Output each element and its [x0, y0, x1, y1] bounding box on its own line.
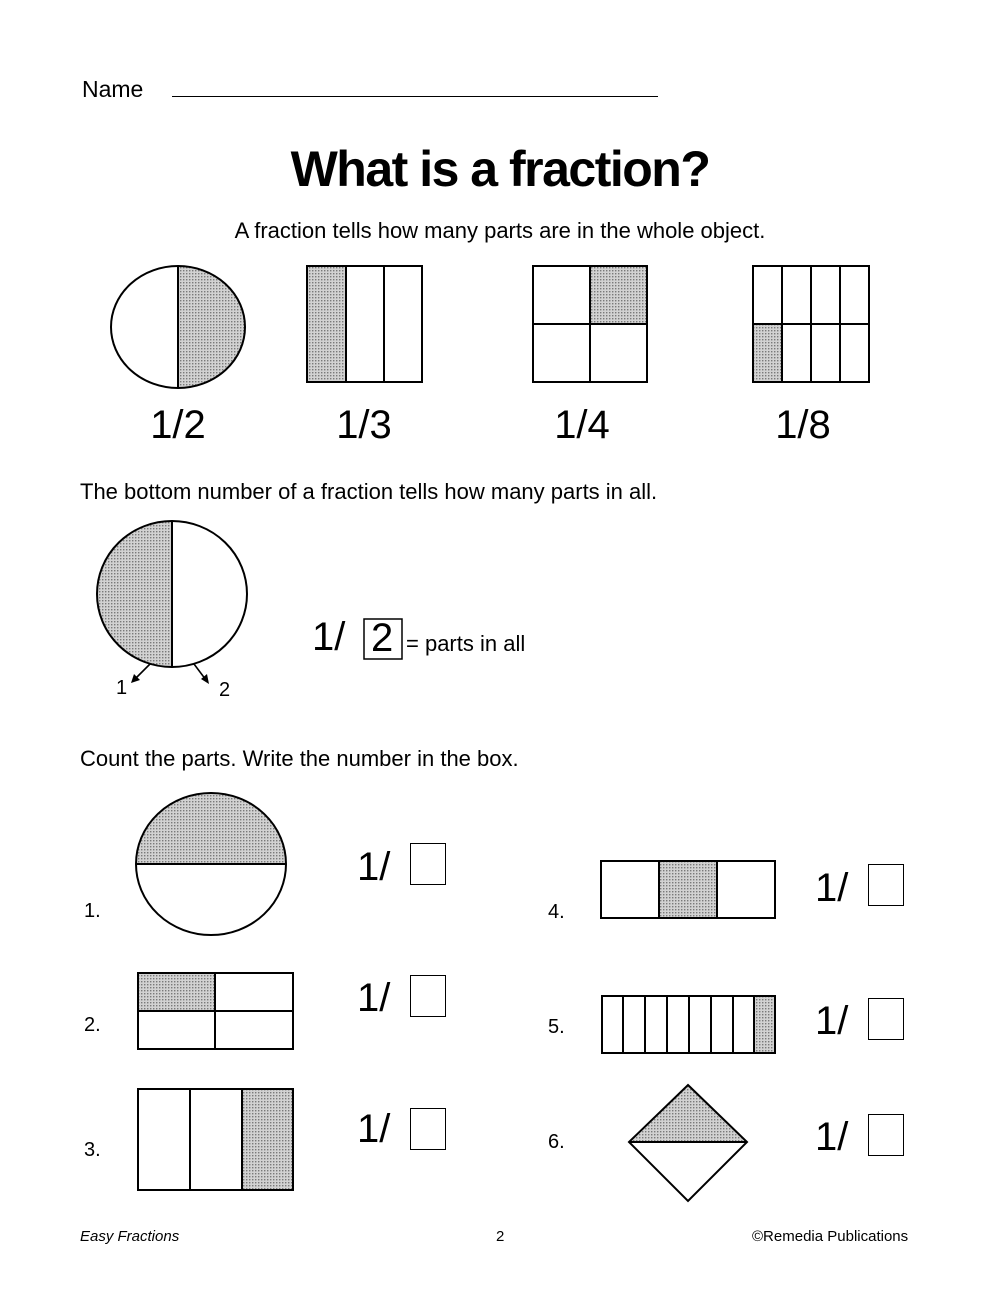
- footer-book-title: Easy Fractions: [80, 1228, 180, 1245]
- exercise-2-number: 2.: [84, 1014, 101, 1036]
- exercise-2-prefix: 1/: [357, 976, 391, 1020]
- exercise-6-number: 6.: [548, 1131, 565, 1153]
- example-label-eighth: 1/8: [775, 403, 831, 447]
- exercise-5-shape: [602, 996, 775, 1053]
- exercise-4-prefix: 1/: [815, 866, 849, 910]
- footer-publisher: ©Remedia Publications: [752, 1228, 909, 1245]
- exercise-1-prefix: 1/: [357, 845, 391, 889]
- exercise-1-shape: [136, 793, 286, 935]
- example-rectangle-eighths: [753, 266, 869, 382]
- exercise-6-shape: [629, 1085, 747, 1201]
- page-title: What is a fraction?: [290, 141, 710, 197]
- explanation-fraction-prefix: 1/: [312, 615, 346, 659]
- example-rectangle-thirds: [307, 266, 422, 382]
- footer-page-number: 2: [496, 1228, 505, 1245]
- exercise-6-answer-box[interactable]: [868, 1114, 904, 1156]
- example-label-quarter: 1/4: [554, 403, 610, 447]
- explanation-text: The bottom number of a fraction tells how many parts in all.: [80, 479, 658, 504]
- intro-text: A fraction tells how many parts are in the whole object.: [234, 218, 766, 243]
- example-label-third: 1/3: [336, 403, 392, 447]
- part-label-1: 1: [116, 677, 128, 699]
- exercise-1-answer-box[interactable]: [410, 843, 446, 885]
- exercise-3-prefix: 1/: [357, 1107, 391, 1151]
- exercise-2-shape: [138, 973, 293, 1049]
- explanation-suffix: = parts in all: [406, 631, 526, 656]
- exercise-6-prefix: 1/: [815, 1115, 849, 1159]
- explanation-circle: [97, 521, 247, 684]
- exercise-3-shape: [138, 1089, 293, 1190]
- example-label-half: 1/2: [150, 403, 206, 447]
- exercise-5-prefix: 1/: [815, 999, 849, 1043]
- exercise-5-number: 5.: [548, 1016, 565, 1038]
- exercise-4-number: 4.: [548, 901, 565, 923]
- instructions: Count the parts. Write the number in the box.: [80, 746, 519, 771]
- exercise-4-answer-box[interactable]: [868, 864, 904, 906]
- exercise-1-number: 1.: [84, 900, 101, 922]
- example-square-quarters: [533, 266, 647, 382]
- exercise-3-number: 3.: [84, 1139, 101, 1161]
- explanation-denominator: 2: [371, 616, 394, 660]
- exercise-5-answer-box[interactable]: [868, 998, 904, 1040]
- exercise-4-shape: [601, 861, 775, 918]
- part-label-2: 2: [219, 679, 231, 701]
- exercise-2-answer-box[interactable]: [410, 975, 446, 1017]
- name-label: Name: [82, 76, 144, 102]
- exercise-3-answer-box[interactable]: [410, 1108, 446, 1150]
- example-circle-halves: [111, 266, 245, 388]
